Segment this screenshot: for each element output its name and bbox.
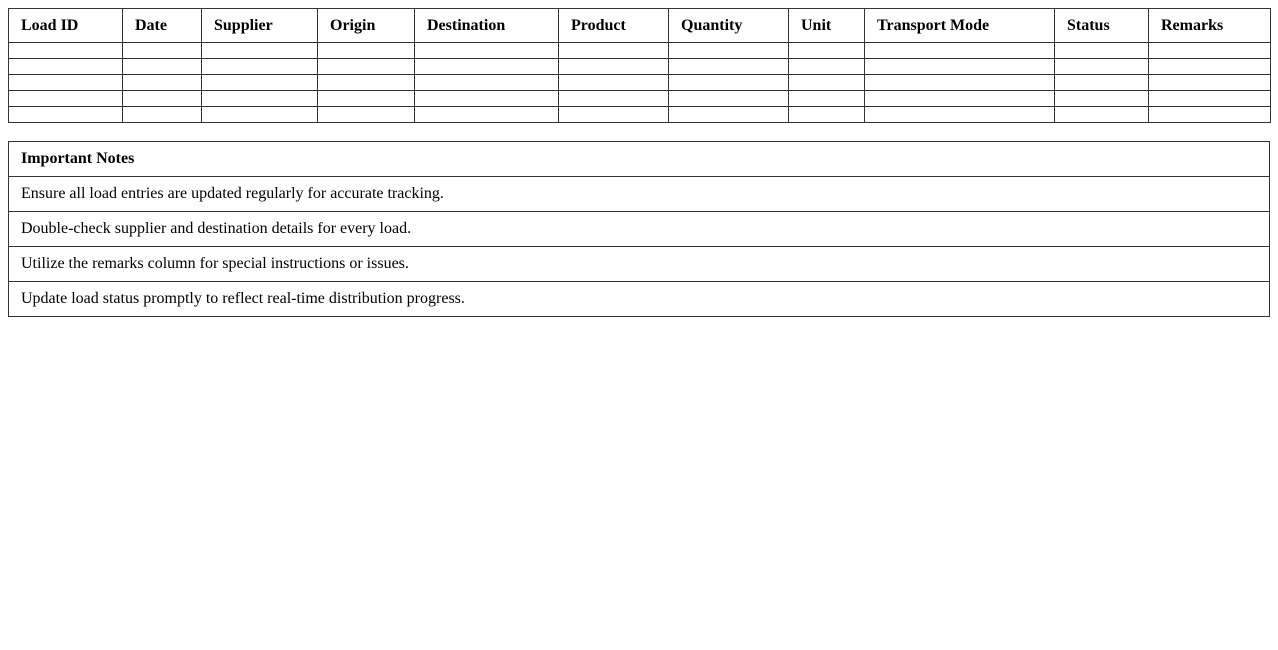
column-header-quantity: Quantity: [669, 9, 789, 43]
table-cell[interactable]: [415, 59, 559, 75]
table-cell[interactable]: [1055, 59, 1149, 75]
table-cell[interactable]: [865, 43, 1055, 59]
table-cell[interactable]: [559, 43, 669, 59]
table-cell[interactable]: [789, 75, 865, 91]
table-cell[interactable]: [1055, 107, 1149, 123]
column-header-date: Date: [123, 9, 202, 43]
table-cell[interactable]: [669, 75, 789, 91]
table-cell[interactable]: [1149, 91, 1271, 107]
column-header-load-id: Load ID: [9, 9, 123, 43]
table-cell[interactable]: [789, 91, 865, 107]
table-cell[interactable]: [123, 43, 202, 59]
load-tracking-table: [8, 8, 1271, 123]
table-cell[interactable]: [318, 91, 415, 107]
table-cell[interactable]: [415, 107, 559, 123]
note-row: [9, 212, 1270, 247]
table-cell[interactable]: [1055, 75, 1149, 91]
note-row: [9, 282, 1270, 317]
table-cell[interactable]: [415, 91, 559, 107]
table-cell[interactable]: [318, 75, 415, 91]
table-cell[interactable]: [9, 59, 123, 75]
table-cell[interactable]: [318, 43, 415, 59]
column-header-origin: Origin: [318, 9, 415, 43]
table-cell[interactable]: [865, 107, 1055, 123]
document-body: [8, 8, 1270, 317]
table-cell[interactable]: [559, 59, 669, 75]
table-cell[interactable]: [789, 107, 865, 123]
table-cell[interactable]: [415, 43, 559, 59]
table-row: [9, 43, 1271, 59]
table-cell[interactable]: [9, 107, 123, 123]
table-cell[interactable]: [669, 43, 789, 59]
table-cell[interactable]: [123, 91, 202, 107]
table-cell[interactable]: [123, 75, 202, 91]
column-header-transport-mode: Transport Mode: [865, 9, 1055, 43]
table-cell[interactable]: [202, 91, 318, 107]
column-header-supplier: Supplier: [202, 9, 318, 43]
table-body: [9, 43, 1271, 123]
table-cell[interactable]: [123, 59, 202, 75]
notes-heading: Important Notes: [9, 142, 1270, 177]
table-cell[interactable]: [9, 43, 123, 59]
column-header-product: Product: [559, 9, 669, 43]
table-cell[interactable]: [202, 75, 318, 91]
table-cell[interactable]: [318, 107, 415, 123]
note-item: Double-check supplier and destination details for every load.: [9, 212, 1270, 247]
table-cell[interactable]: [865, 59, 1055, 75]
table-cell[interactable]: [1149, 75, 1271, 91]
table-cell[interactable]: [559, 75, 669, 91]
table-cell[interactable]: [669, 107, 789, 123]
table-cell[interactable]: [1149, 43, 1271, 59]
table-cell[interactable]: [123, 107, 202, 123]
table-cell[interactable]: [202, 59, 318, 75]
column-header-remarks: Remarks: [1149, 9, 1271, 43]
note-row: [9, 177, 1270, 212]
table-cell[interactable]: [789, 43, 865, 59]
note-item: Utilize the remarks column for special instructions or issues.: [9, 247, 1270, 282]
table-header-row: [9, 9, 1271, 43]
table-cell[interactable]: [559, 91, 669, 107]
table-cell[interactable]: [1149, 107, 1271, 123]
table-cell[interactable]: [1149, 59, 1271, 75]
table-row: [9, 75, 1271, 91]
column-header-status: Status: [1055, 9, 1149, 43]
note-item: Update load status promptly to reflect real-time distribution progress.: [9, 282, 1270, 317]
note-item: Ensure all load entries are updated regularly for accurate tracking.: [9, 177, 1270, 212]
table-row: [9, 91, 1271, 107]
column-header-unit: Unit: [789, 9, 865, 43]
table-cell[interactable]: [1055, 43, 1149, 59]
table-row: [9, 107, 1271, 123]
table-cell[interactable]: [415, 75, 559, 91]
note-row: [9, 247, 1270, 282]
column-header-destination: Destination: [415, 9, 559, 43]
table-cell[interactable]: [202, 107, 318, 123]
table-cell[interactable]: [865, 91, 1055, 107]
table-cell[interactable]: [789, 59, 865, 75]
table-cell[interactable]: [202, 43, 318, 59]
table-cell[interactable]: [1055, 91, 1149, 107]
table-cell[interactable]: [9, 91, 123, 107]
table-cell[interactable]: [559, 107, 669, 123]
table-cell[interactable]: [9, 75, 123, 91]
table-cell[interactable]: [669, 91, 789, 107]
table-row: [9, 59, 1271, 75]
notes-header-row: [9, 142, 1270, 177]
important-notes-table: [8, 141, 1270, 317]
table-cell[interactable]: [669, 59, 789, 75]
table-cell[interactable]: [318, 59, 415, 75]
table-cell[interactable]: [865, 75, 1055, 91]
